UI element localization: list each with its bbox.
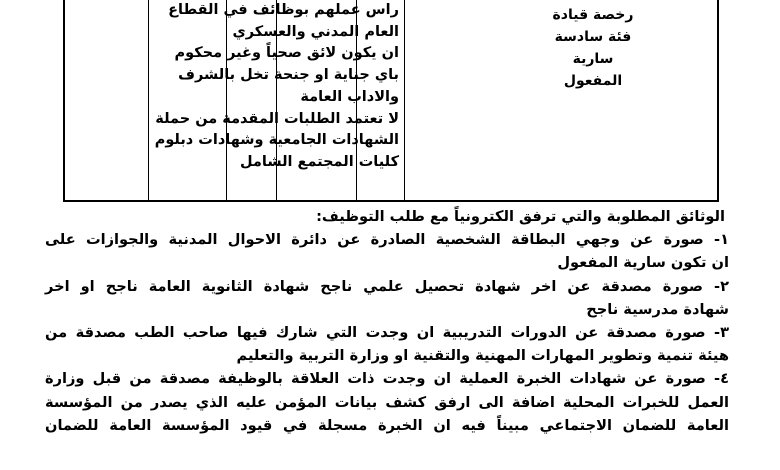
required-documents-section: [45, 205, 729, 437]
section-heading: الوثائق المطلوبة والتي ترفق الكترونياً مع طلب التوظيف:: [316, 208, 725, 225]
condition-line: ان يكون لائق صحياً وغير محكوم: [174, 45, 399, 62]
document-item: [45, 367, 729, 437]
item-line: العمل للخبرات المحلية اضافة الى ارفق كشف بيانات المؤمن عليه الذي يصدر من المؤسسة: [45, 393, 729, 411]
item-line: شهادة مدرسية ناجح: [586, 300, 729, 318]
condition-line: باي جناية او جنحة تخل بالشرف: [178, 67, 399, 84]
condition-line: العام المدني والعسكري: [232, 23, 399, 40]
license-line: سارية: [572, 51, 614, 67]
condition-line: الشهادات الجامعية وشهادات دبلوم: [154, 132, 399, 149]
conditions-cell: [65, 0, 399, 174]
item-line: ان تكون سارية المفعول: [557, 254, 729, 272]
condition-line: والاداب العامة: [300, 88, 399, 105]
item-line: هيئة تنمية وتطوير المهارات المهنية والتقنية او وزارة التربية والتعليم: [236, 347, 729, 365]
table-column-divider: [404, 0, 405, 200]
license-line: رخصة قيادة: [552, 7, 634, 23]
document-item: [45, 275, 729, 321]
requirements-table: [63, 0, 719, 202]
item-line: العامة للضمان الاجتماعي مبيناً فيه ان الخبرة مسجلة في قيود المؤسسة العامة للضمان: [45, 416, 729, 434]
document-item: [45, 321, 729, 367]
license-cell: [543, 4, 643, 92]
item-line: ٣- صورة مصدقة عن الدورات التدريبية ان وجدت التي شارك فيها صاحب الطب مصدقة من: [45, 324, 729, 342]
license-line: فئة سادسة: [554, 29, 632, 45]
condition-line: كليات المجتمع الشامل: [239, 153, 399, 170]
item-line: ٤- صورة عن شهادات الخبرة العملية ان وجدت ذات العلاقة بالوظيفة مصدقة من قبل وزارة: [45, 370, 729, 388]
license-line: المفعول: [563, 73, 623, 89]
item-line: ١- صورة عن وجهي البطاقة الشخصية الصادرة عن دائرة الاحوال المدنية والجوازات على: [45, 231, 729, 249]
condition-line: لا تعتمد الطلبات المقدمة من حملة: [155, 110, 399, 127]
item-line: ٢- صورة مصدقة عن اخر شهادة تحصيل علمي ناجح شهادة الثانوية العامة ناجح او اخر: [45, 277, 729, 295]
condition-line: راس عملهم بوظائف في القطاع: [168, 2, 399, 18]
document-item: [45, 228, 729, 274]
